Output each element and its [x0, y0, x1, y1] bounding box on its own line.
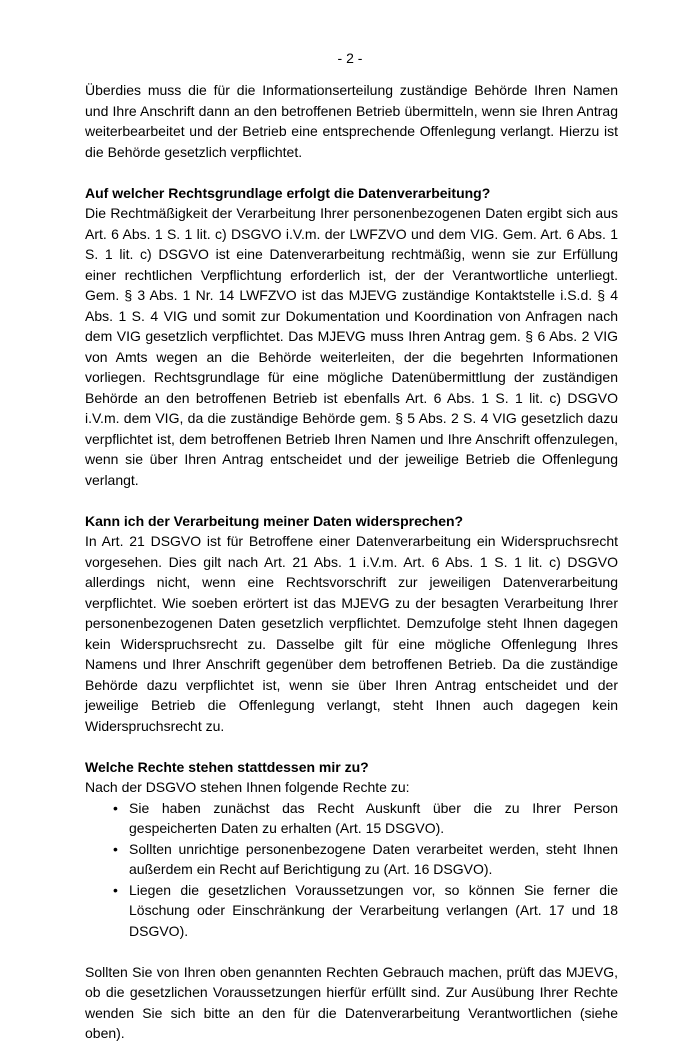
closing-paragraph: Sollten Sie von Ihren oben genannten Rechten Gebrauch machen, prüft das MJEVG, ob die gesetzlichen Voraussetzungen hierfür erfüllt sind. Zur Ausübung Ihrer Rechte wenden Sie sich bitte an den für die Datenverarbeitung Verantwortlichen (siehe oben).: [85, 963, 618, 1041]
document-body: [85, 80, 618, 1044]
objection-heading: Kann ich der Verarbeitung meiner Daten widersprechen?: [85, 512, 464, 529]
list-item-text: Sollten unrichtige personenbezogene Daten verarbeitet werden, steht Ihnen außerdem ein Recht auf Berichtigung zu (Art. 16 DSGVO).: [129, 840, 618, 877]
bullet-icon: •: [113, 881, 118, 898]
spacer: [85, 162, 618, 183]
page-number: - 2 -: [337, 50, 363, 66]
spacer: [85, 736, 618, 757]
objection-paragraph: In Art. 21 DSGVO ist für Betroffene einer Datenverarbeitung ein Widerspruchsrecht vorgesehen. Dies gilt nach Art. 21 Abs. 1 i.V.m. Art. 6 Abs. 1 S. 1 lit. c) DSGVO allerdings nicht, wenn eine Rechtsvorschrift zur jeweiligen Datenverarbeitung verpflichtet. Wie soeben erörtert ist das MJEVG zu der besagten Verarbeitung Ihrer personenbezogenen Daten gesetzlich verpflichtet. Demzufolge steht Ihnen dagegen kein Widerspruchsrecht zu. Dasselbe gilt für eine mögliche Offenlegung Ihres Namens und Ihrer Anschrift gegenüber dem betroffenen Betrieb. Da die zuständige Behörde dazu verpflichtet ist, wenn sie über Ihren Antrag entscheidet und der jeweilige Betrieb die Offenlegung verlangt, steht Ihnen auch dagegen kein Widerspruchsrecht zu.: [85, 533, 618, 734]
list-item-text: Sie haben zunächst das Recht Auskunft über die zu Ihrer Person gespeicherten Daten zu erhalten (Art. 15 DSGVO).: [129, 799, 618, 836]
legal-basis-heading: Auf welcher Rechtsgrundlage erfolgt die Datenverarbeitung?: [85, 184, 491, 201]
spacer: [85, 941, 618, 962]
spacer: [85, 490, 618, 511]
list-item: [85, 880, 618, 942]
legal-basis-paragraph: Die Rechtmäßigkeit der Verarbeitung Ihrer personenbezogenen Daten ergibt sich aus Art. 6 Abs. 1 S. 1 lit. c) DSGVO i.V.m. der LWFZVO und dem VIG. Gem. Art. 6 Abs. 1 S. 1 lit. c) DSGVO ist eine Datenverarbeitung rechtmäßig, wenn sie zur Erfüllung einer rechtlichen Verpflichtung erforderlich ist, der der Verantwortliche unterliegt. Gem. § 3 Abs. 1 Nr. 14 LWFZVO ist das MJEVG zuständige Kontaktstelle i.S.d. § 4 Abs. 1 S. 4 VIG und somit zur Dokumentation und Koordination von Anfragen nach dem VIG gesetzlich verpflichtet. Das MJEVG muss Ihren Antrag gem. § 6 Abs. 2 VIG von Amts wegen an die Behörde weiterleiten, der die begehrten Informationen vorliegen. Rechtsgrundlage für eine mögliche Datenübermittlung der zuständigen Behörde an den betroffenen Betrieb ist ebenfalls Art. 6 Abs. 1 S. 1 lit. c) DSGVO i.V.m. dem VIG, da die zuständige Behörde gem. § 5 Abs. 2 S. 4 VIG gesetzlich dazu verpflichtet ist, dem betroffenen Betrieb Ihren Namen und Ihre Anschrift offenzulegen, wenn sie über Ihren Antrag entscheidet und der jeweilige Betrieb die Offenlegung verlangt.: [85, 205, 618, 488]
list-item-text: Liegen die gesetzlichen Voraussetzungen vor, so können Sie ferner die Löschung oder Einschränkung der Verarbeitung verlangen (Art. 17 und 18 DSGVO).: [129, 881, 618, 939]
rights-heading: Welche Rechte stehen stattdessen mir zu?: [85, 758, 369, 775]
rights-intro: Nach der DSGVO stehen Ihnen folgende Rechte zu:: [85, 779, 410, 795]
bullet-icon: •: [113, 840, 118, 857]
list-item: [85, 798, 618, 839]
intro-paragraph: Überdies muss die für die Informationserteilung zuständige Behörde Ihren Namen und Ihre Anschrift dann an den betroffenen Betrieb übermitteln, wenn sie Ihren Antrag weiterbearbeitet und der Betrieb eine entsprechende Offenlegung verlangt. Hierzu ist die Behörde gesetzlich verpflichtet.: [85, 82, 618, 160]
bullet-icon: •: [113, 799, 118, 816]
list-item: [85, 839, 618, 880]
rights-list: [85, 798, 618, 942]
